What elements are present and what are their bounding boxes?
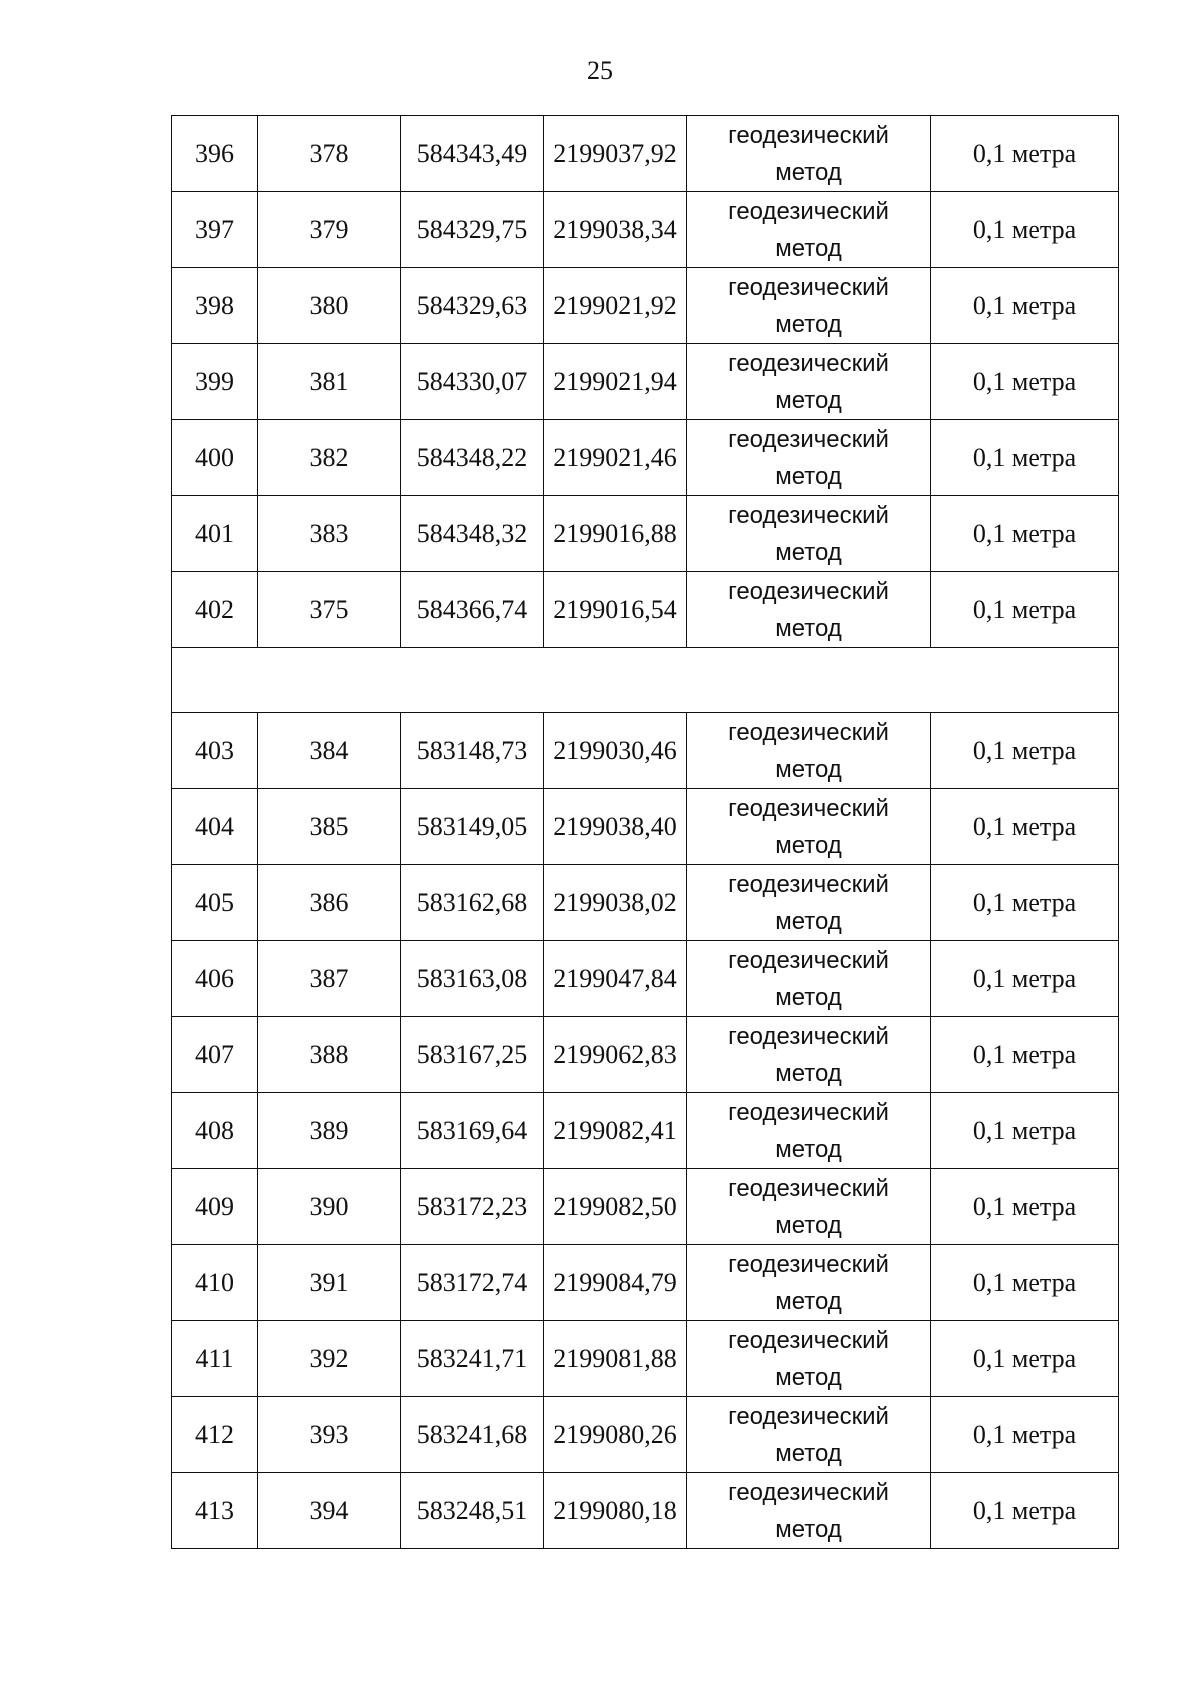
- cell-method-line1: геодезический: [728, 501, 889, 529]
- cell-method-line2: метод: [775, 462, 842, 490]
- cell-y-coordinate: 2199038,34: [544, 192, 687, 268]
- table-row: [172, 865, 1119, 941]
- cell-point: 391: [258, 1245, 401, 1321]
- cell-method: [687, 192, 931, 268]
- cell-number: 396: [172, 116, 258, 192]
- cell-x-coordinate: 584330,07: [401, 344, 544, 420]
- cell-y-coordinate: 2199038,40: [544, 789, 687, 865]
- cell-method-line2: метод: [775, 907, 842, 935]
- cell-x-coordinate: 583162,68: [401, 865, 544, 941]
- cell-point: 381: [258, 344, 401, 420]
- cell-accuracy: 0,1 метра: [931, 1473, 1119, 1549]
- cell-method-line2: метод: [775, 1211, 842, 1239]
- cell-point: 393: [258, 1397, 401, 1473]
- cell-y-coordinate: 2199021,46: [544, 420, 687, 496]
- cell-y-coordinate: 2199030,46: [544, 713, 687, 789]
- cell-x-coordinate: 584348,22: [401, 420, 544, 496]
- cell-method-line2: метод: [775, 755, 842, 783]
- cell-accuracy: 0,1 метра: [931, 865, 1119, 941]
- cell-number: 404: [172, 789, 258, 865]
- cell-y-coordinate: 2199016,88: [544, 496, 687, 572]
- cell-point: 378: [258, 116, 401, 192]
- table-separator-row: [172, 648, 1119, 713]
- cell-method-line1: геодезический: [728, 349, 889, 377]
- cell-point: 390: [258, 1169, 401, 1245]
- table-row: [172, 1093, 1119, 1169]
- cell-number: 400: [172, 420, 258, 496]
- cell-number: 411: [172, 1321, 258, 1397]
- cell-accuracy: 0,1 метра: [931, 344, 1119, 420]
- cell-x-coordinate: 584329,75: [401, 192, 544, 268]
- cell-y-coordinate: 2199082,50: [544, 1169, 687, 1245]
- cell-method-line1: геодезический: [728, 121, 889, 149]
- cell-accuracy: 0,1 метра: [931, 116, 1119, 192]
- cell-method-line1: геодезический: [728, 1098, 889, 1126]
- cell-method: [687, 789, 931, 865]
- cell-point: 387: [258, 941, 401, 1017]
- cell-number: 412: [172, 1397, 258, 1473]
- cell-method-line1: геодезический: [728, 577, 889, 605]
- cell-method: [687, 1169, 931, 1245]
- cell-number: 403: [172, 713, 258, 789]
- cell-x-coordinate: 584366,74: [401, 572, 544, 648]
- cell-y-coordinate: 2199037,92: [544, 116, 687, 192]
- cell-point: 382: [258, 420, 401, 496]
- cell-accuracy: 0,1 метра: [931, 1397, 1119, 1473]
- cell-method: [687, 572, 931, 648]
- cell-point: 385: [258, 789, 401, 865]
- cell-accuracy: 0,1 метра: [931, 420, 1119, 496]
- cell-method-line1: геодезический: [728, 1478, 889, 1506]
- cell-method: [687, 268, 931, 344]
- cell-x-coordinate: 583148,73: [401, 713, 544, 789]
- cell-method-line2: метод: [775, 1135, 842, 1163]
- cell-point: 386: [258, 865, 401, 941]
- cell-x-coordinate: 584329,63: [401, 268, 544, 344]
- cell-accuracy: 0,1 метра: [931, 1017, 1119, 1093]
- cell-point: 375: [258, 572, 401, 648]
- cell-number: 397: [172, 192, 258, 268]
- cell-method-line2: метод: [775, 1439, 842, 1467]
- table-row: [172, 1017, 1119, 1093]
- cell-method-line2: метод: [775, 1515, 842, 1543]
- cell-method-line2: метод: [775, 1363, 842, 1391]
- cell-x-coordinate: 583241,71: [401, 1321, 544, 1397]
- cell-method-line1: геодезический: [728, 425, 889, 453]
- cell-y-coordinate: 2199038,02: [544, 865, 687, 941]
- cell-method: [687, 941, 931, 1017]
- cell-x-coordinate: 583169,64: [401, 1093, 544, 1169]
- cell-number: 401: [172, 496, 258, 572]
- cell-method-line1: геодезический: [728, 946, 889, 974]
- cell-accuracy: 0,1 метра: [931, 941, 1119, 1017]
- cell-method-line1: геодезический: [728, 273, 889, 301]
- cell-method-line1: геодезический: [728, 718, 889, 746]
- table-row: [172, 572, 1119, 648]
- cell-y-coordinate: 2199021,92: [544, 268, 687, 344]
- cell-y-coordinate: 2199080,18: [544, 1473, 687, 1549]
- cell-method-line2: метод: [775, 1287, 842, 1315]
- cell-x-coordinate: 583248,51: [401, 1473, 544, 1549]
- table-row: [172, 789, 1119, 865]
- cell-accuracy: 0,1 метра: [931, 496, 1119, 572]
- cell-method: [687, 1321, 931, 1397]
- table-row: [172, 192, 1119, 268]
- cell-method-line2: метод: [775, 158, 842, 186]
- cell-y-coordinate: 2199084,79: [544, 1245, 687, 1321]
- cell-method: [687, 1093, 931, 1169]
- cell-number: 409: [172, 1169, 258, 1245]
- cell-method-line1: геодезический: [728, 1402, 889, 1430]
- cell-y-coordinate: 2199082,41: [544, 1093, 687, 1169]
- cell-accuracy: 0,1 метра: [931, 1093, 1119, 1169]
- cell-method: [687, 1017, 931, 1093]
- cell-accuracy: 0,1 метра: [931, 1169, 1119, 1245]
- cell-accuracy: 0,1 метра: [931, 1245, 1119, 1321]
- table-row: [172, 1473, 1119, 1549]
- cell-number: 402: [172, 572, 258, 648]
- table-row: [172, 344, 1119, 420]
- cell-point: 392: [258, 1321, 401, 1397]
- cell-accuracy: 0,1 метра: [931, 268, 1119, 344]
- table-row: [172, 116, 1119, 192]
- cell-accuracy: 0,1 метра: [931, 713, 1119, 789]
- cell-y-coordinate: 2199080,26: [544, 1397, 687, 1473]
- cell-x-coordinate: 583241,68: [401, 1397, 544, 1473]
- cell-method-line2: метод: [775, 831, 842, 859]
- cell-y-coordinate: 2199062,83: [544, 1017, 687, 1093]
- cell-point: 394: [258, 1473, 401, 1549]
- table-row: [172, 713, 1119, 789]
- cell-method: [687, 1245, 931, 1321]
- cell-method: [687, 1397, 931, 1473]
- cell-method-line2: метод: [775, 234, 842, 262]
- cell-x-coordinate: 584343,49: [401, 116, 544, 192]
- cell-number: 413: [172, 1473, 258, 1549]
- cell-method: [687, 116, 931, 192]
- cell-point: 380: [258, 268, 401, 344]
- cell-y-coordinate: 2199081,88: [544, 1321, 687, 1397]
- cell-method-line2: метод: [775, 983, 842, 1011]
- cell-accuracy: 0,1 метра: [931, 192, 1119, 268]
- table-row: [172, 1321, 1119, 1397]
- cell-method-line2: метод: [775, 538, 842, 566]
- cell-method: [687, 865, 931, 941]
- cell-method: [687, 420, 931, 496]
- cell-x-coordinate: 583172,23: [401, 1169, 544, 1245]
- cell-method-line2: метод: [775, 1059, 842, 1087]
- cell-number: 405: [172, 865, 258, 941]
- cell-method-line1: геодезический: [728, 197, 889, 225]
- cell-x-coordinate: 583172,74: [401, 1245, 544, 1321]
- cell-method: [687, 713, 931, 789]
- cell-method: [687, 1473, 931, 1549]
- cell-accuracy: 0,1 метра: [931, 789, 1119, 865]
- cell-point: 383: [258, 496, 401, 572]
- cell-x-coordinate: 583167,25: [401, 1017, 544, 1093]
- coordinates-table-body: [172, 116, 1119, 1549]
- cell-number: 410: [172, 1245, 258, 1321]
- cell-number: 408: [172, 1093, 258, 1169]
- cell-accuracy: 0,1 метра: [931, 1321, 1119, 1397]
- cell-point: 384: [258, 713, 401, 789]
- cell-method-line1: геодезический: [728, 1022, 889, 1050]
- cell-method-line1: геодезический: [728, 1326, 889, 1354]
- cell-point: 388: [258, 1017, 401, 1093]
- cell-point: 379: [258, 192, 401, 268]
- cell-method: [687, 344, 931, 420]
- cell-y-coordinate: 2199047,84: [544, 941, 687, 1017]
- cell-method: [687, 496, 931, 572]
- cell-x-coordinate: 583149,05: [401, 789, 544, 865]
- table-row: [172, 1245, 1119, 1321]
- cell-method-line2: метод: [775, 386, 842, 414]
- table-row: [172, 268, 1119, 344]
- cell-method-line2: метод: [775, 614, 842, 642]
- table-row: [172, 420, 1119, 496]
- empty-separator-cell: [172, 648, 1119, 713]
- cell-y-coordinate: 2199021,94: [544, 344, 687, 420]
- cell-method-line2: метод: [775, 310, 842, 338]
- cell-method-line1: геодезический: [728, 1174, 889, 1202]
- cell-x-coordinate: 584348,32: [401, 496, 544, 572]
- table-row: [172, 1169, 1119, 1245]
- cell-number: 406: [172, 941, 258, 1017]
- table-row: [172, 1397, 1119, 1473]
- cell-point: 389: [258, 1093, 401, 1169]
- cell-method-line1: геодезический: [728, 870, 889, 898]
- cell-method-line1: геодезический: [728, 1250, 889, 1278]
- table-row: [172, 941, 1119, 1017]
- cell-number: 407: [172, 1017, 258, 1093]
- cell-number: 398: [172, 268, 258, 344]
- table-row: [172, 496, 1119, 572]
- cell-method-line1: геодезический: [728, 794, 889, 822]
- coordinates-table: [171, 115, 1119, 1549]
- cell-x-coordinate: 583163,08: [401, 941, 544, 1017]
- cell-accuracy: 0,1 метра: [931, 572, 1119, 648]
- page-number: 25: [587, 56, 613, 85]
- cell-y-coordinate: 2199016,54: [544, 572, 687, 648]
- cell-number: 399: [172, 344, 258, 420]
